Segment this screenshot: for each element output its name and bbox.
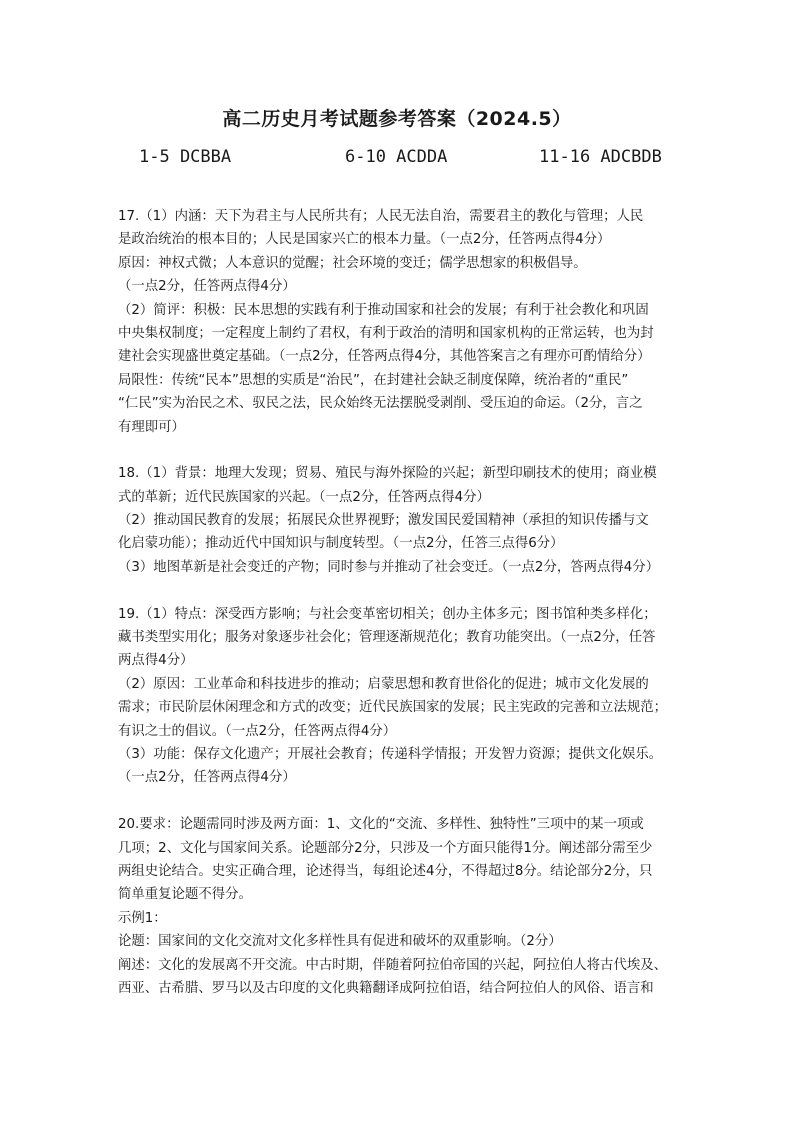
text-line: 几项；2、文化与国家间关系。论题部分2分，只涉及一个方面只能得1分。阐述部分需至少: [118, 840, 653, 856]
paragraph-gap: [118, 579, 693, 602]
text-line: （3）地图革新是社会变迁的产物；同时参与并推动了社会变迁。（一点2分，答两点得4分）: [118, 559, 660, 575]
text-line: 19.（1）特点：深受西方影响；与社会变革密切相关；创办主体多元；图书馆种类多样化；: [118, 606, 657, 622]
text-line: 中央集权制度；一定程度上制约了君权，有利于政治的清明和国家机构的正常运转，也为封: [118, 325, 654, 341]
text-line: （一点2分，任答两点得4分）: [118, 770, 296, 786]
text-line: 17.（1）内涵：天下为君主与人民所共有；人民无法自治，需要君主的教化与管理；人民: [118, 209, 644, 224]
multiple-choice-answers: [0, 147, 794, 173]
text-line: 式的革新；近代民族国家的兴起。（一点2分，任答两点得4分）: [118, 489, 490, 505]
text-line: 建社会实现盛世奠定基础。（一点2分，任答两点得4分，其他答案言之有理亦可酌情给分）: [118, 349, 651, 365]
text-line: 有理即可）: [118, 419, 185, 435]
text-line: 藏书类型实用化；服务对象逐步社会化；管理逐渐规范化；教育功能突出。（一点2分，任答: [118, 630, 656, 646]
answer-group-11-16: 11-16 ADCBDB: [539, 147, 662, 167]
text-line: 阐述：文化的发展离不开交流。中古时期，伴随着阿拉伯帝国的兴起，阿拉伯人将古代埃及、: [118, 957, 668, 973]
text-line: “仁民”实为治民之术、驭民之法，民众始终无法摆脱受剥削、受压迫的命运。（2分，言之: [118, 396, 643, 412]
text-line: 示例1：: [118, 910, 167, 926]
text-line: 有识之士的倡议。（一点2分，任答两点得4分）: [118, 723, 397, 739]
text-line: 简单重复论题不得分。: [118, 887, 252, 903]
text-line: （一点2分，任答两点得4分）: [118, 279, 296, 295]
text-line: 西亚、古希腊、罗马以及古印度的文化典籍翻译成阿拉伯语，结合阿拉伯人的风俗、语言和: [118, 980, 654, 996]
text-line: 局限性：传统“民本”思想的实质是“治民”，在封建社会缺乏制度保障，统治者的“重民”: [118, 372, 629, 388]
paragraph-gap: [118, 439, 693, 462]
text-line: （2）简评：积极：民本思想的实践有利于推动国家和社会的发展；有利于社会教化和巩固: [118, 302, 649, 318]
answer-group-6-10: 6-10 ACDDA: [345, 147, 448, 167]
text-line: 原因：神权式微；人本意识的觉醒；社会环境的变迁；儒学思想家的积极倡导。: [118, 255, 587, 271]
text-line: 20.要求：论题需同时涉及两方面：1、文化的“交流、多样性、独特性”三项中的某一项或: [118, 817, 644, 833]
text-line: 论题：国家间的文化交流对文化多样性具有促进和破坏的双重影响。（2分）: [118, 934, 562, 950]
paragraph-gap: [118, 790, 693, 813]
text-line: （2）推动国民教育的发展；拓展民众世界视野；激发国民爱国精神（承担的知识传播与文: [118, 513, 649, 529]
text-line: （3）功能：保存文化遗产；开展社会教育；传递科学情报；开发智力资源；提供文化娱乐。: [118, 746, 663, 762]
text-line: 两组史论结合。史实正确合理，论述得当，每组论述4分，不得超过8分。结论部分2分，只: [118, 863, 653, 879]
text-line: 两点得4分）: [118, 653, 194, 669]
answer-body: [118, 205, 693, 1000]
text-line: 需求；市民阶层休闲理念和方式的改变；近代民族国家的发展；民主宪政的完善和立法规范；: [118, 700, 668, 716]
text-line: 是政治统治的根本目的；人民是国家兴亡的根本力量。（一点2分，任答两点得4分）: [118, 232, 611, 248]
answer-group-1-5: 1-5 DCBBA: [139, 147, 232, 167]
text-line: 18.（1）背景：地理大发现；贸易、殖民与海外探险的兴起；新型印刷技术的使用；商业模: [118, 466, 657, 482]
text-line: 化启蒙功能）；推动近代中国知识与制度转型。（一点2分，任答三点得6分）: [118, 536, 564, 552]
page-title: 高二历史月考试题参考答案（2024.5）: [222, 108, 572, 130]
text-line: （2）原因：工业革命和科技进步的推动；启蒙思想和教育世俗化的促进；城市文化发展的: [118, 676, 649, 692]
